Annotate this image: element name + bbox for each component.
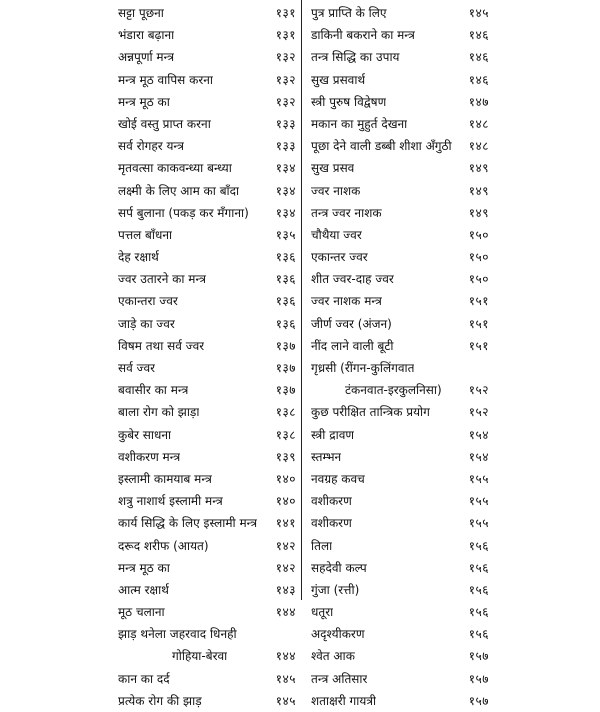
index-entry bbox=[112, 668, 298, 690]
entry-page-number: १४० bbox=[275, 471, 296, 486]
entry-page-number: १४६ bbox=[468, 28, 489, 43]
entry-page-number: १३२ bbox=[275, 50, 296, 65]
entry-page-number: १४८ bbox=[468, 116, 489, 131]
entry-page-number: १४४ bbox=[275, 605, 296, 620]
entry-page-number: १३२ bbox=[275, 72, 296, 87]
index-entry bbox=[112, 202, 298, 224]
index-entry bbox=[305, 645, 491, 667]
entry-title: ज्वर नाशक bbox=[311, 183, 361, 198]
entry-page-number: १३४ bbox=[275, 205, 296, 220]
entry-page-number: १५२ bbox=[468, 383, 489, 397]
index-entry bbox=[305, 446, 491, 468]
entry-title: इस्लामी कामयाब मन्त्र bbox=[118, 471, 212, 486]
entry-title: धतूरा bbox=[311, 605, 334, 620]
index-entry bbox=[305, 24, 491, 46]
index-entry bbox=[112, 46, 298, 68]
entry-page-number: १५६ bbox=[468, 627, 489, 642]
index-entry bbox=[112, 690, 298, 712]
entry-page-number: १३६ bbox=[275, 316, 296, 331]
entry-title: मन्त्र मूठ वापिस करना bbox=[118, 72, 213, 87]
entry-title: कुछ परीक्षित तान्त्रिक प्रयोग bbox=[311, 405, 430, 420]
entry-page-number: १४४ bbox=[275, 649, 296, 664]
entry-title: गुंजा (रत्ती) bbox=[311, 582, 360, 597]
entry-title: बाला रोग को झाड़ा bbox=[118, 405, 200, 420]
index-entry bbox=[112, 69, 298, 91]
index-entry bbox=[305, 46, 491, 68]
index-entry bbox=[305, 313, 491, 335]
entry-page-number: १३६ bbox=[275, 272, 296, 287]
index-entry bbox=[112, 290, 298, 312]
entry-page-number: १५६ bbox=[468, 582, 489, 597]
entry-page-number: १३४ bbox=[275, 161, 296, 176]
entry-page-number: १५६ bbox=[468, 605, 489, 620]
entry-page-number: १५४ bbox=[468, 449, 489, 464]
entry-page-number: १५५ bbox=[468, 494, 489, 509]
entry-title: दरूद शरीफ (आयत) bbox=[118, 538, 209, 553]
entry-page-number: १३७ bbox=[275, 338, 296, 353]
index-entry bbox=[305, 401, 491, 423]
entry-title: कुबेर साधना bbox=[118, 427, 172, 442]
entry-page-number: १४२ bbox=[275, 560, 296, 575]
entry-page-number: १४९ bbox=[468, 205, 489, 220]
entry-page-number: १३२ bbox=[275, 94, 296, 109]
entry-page-number: १४५ bbox=[468, 6, 489, 20]
entry-page-number: १५६ bbox=[468, 538, 489, 553]
entry-page-number: १४० bbox=[275, 494, 296, 509]
entry-page-number: १४५ bbox=[275, 693, 296, 708]
entry-page-number: १४१ bbox=[275, 516, 296, 531]
entry-title: शीत ज्वर-दाह ज्वर bbox=[311, 272, 394, 287]
entry-page-number: १५० bbox=[468, 227, 489, 242]
column-divider bbox=[301, 0, 302, 600]
entry-title: स्तम्भन bbox=[311, 449, 342, 464]
entry-title: कार्य सिद्धि के लिए इस्लामी मन्त्र bbox=[118, 516, 258, 531]
entry-page-number: १४५ bbox=[275, 671, 296, 686]
entry-page-number: १३६ bbox=[275, 294, 296, 309]
entry-title: मूठ चलाना bbox=[118, 605, 165, 620]
entry-title: बवासीर का मन्त्र bbox=[118, 383, 189, 398]
index-entry bbox=[305, 2, 491, 24]
entry-title: तन्त्र ज्वर नाशक bbox=[311, 205, 382, 220]
entry-title: मन्त्र मूठ का bbox=[118, 560, 170, 575]
index-entry bbox=[112, 535, 298, 557]
entry-page-number: १५१ bbox=[468, 338, 489, 353]
entry-title: वशीकरण bbox=[311, 494, 352, 509]
index-entry bbox=[112, 113, 298, 135]
index-entry bbox=[112, 180, 298, 202]
entry-title: खोई वस्तु प्राप्त करना bbox=[118, 116, 211, 131]
entry-title-continuation: गोहिया-बेरवा bbox=[172, 649, 228, 664]
entry-title: आत्म रक्षार्थ bbox=[118, 582, 169, 597]
entry-title: सट्टा पूछना bbox=[118, 6, 164, 20]
index-entry bbox=[305, 424, 491, 446]
entry-title: प्रत्येक रोग की झाड़ bbox=[118, 693, 202, 708]
entry-title: सर्प बुलाना (पकड़ कर मँगाना) bbox=[118, 205, 249, 220]
index-entry bbox=[305, 512, 491, 534]
right-index-column bbox=[305, 2, 491, 712]
index-entry bbox=[112, 468, 298, 490]
index-entry bbox=[112, 246, 298, 268]
entry-page-number: १५१ bbox=[468, 294, 489, 309]
entry-title: वशीकरण मन्त्र bbox=[118, 449, 181, 464]
index-entry bbox=[112, 601, 298, 623]
entry-title: स्त्री पुरुष विद्वेषण bbox=[311, 94, 387, 109]
index-entry bbox=[305, 535, 491, 557]
entry-page-number: १५१ bbox=[468, 316, 489, 331]
entry-page-number: १४६ bbox=[468, 72, 489, 87]
index-entry bbox=[112, 379, 298, 401]
index-entry bbox=[112, 91, 298, 113]
entry-title: ज्वर नाशक मन्त्र bbox=[311, 294, 382, 309]
entry-title: भंडारा बढ़ाना bbox=[118, 28, 175, 43]
index-entry bbox=[305, 557, 491, 579]
index-entry bbox=[112, 335, 298, 357]
entry-page-number: १४२ bbox=[275, 538, 296, 553]
index-entry bbox=[305, 113, 491, 135]
index-entry bbox=[112, 557, 298, 579]
index-entry bbox=[112, 313, 298, 335]
entry-title: जाड़े का ज्वर bbox=[118, 316, 175, 331]
entry-title: ज्वर उतारने का मन्त्र bbox=[118, 272, 207, 287]
entry-title: एकान्तरा ज्वर bbox=[118, 294, 178, 309]
entry-title: गृध्रसी (रींगन-कुलिंगवात bbox=[311, 361, 415, 375]
entry-page-number: १४३ bbox=[275, 582, 296, 597]
entry-page-number: १५० bbox=[468, 250, 489, 265]
entry-title: पुत्र प्राप्ति के लिए bbox=[311, 6, 387, 20]
entry-page-number: १३१ bbox=[275, 28, 296, 43]
entry-title: डाकिनी बकराने का मन्त्र bbox=[311, 28, 415, 43]
entry-page-number: १३३ bbox=[275, 139, 296, 154]
index-entry bbox=[305, 157, 491, 179]
entry-page-number: १५० bbox=[468, 272, 489, 287]
index-entry bbox=[305, 335, 491, 357]
entry-page-number: १३१ bbox=[275, 6, 296, 20]
left-index-column bbox=[112, 2, 298, 712]
index-entry bbox=[112, 424, 298, 446]
entry-page-number: १४६ bbox=[468, 50, 489, 65]
entry-page-number: १५७ bbox=[468, 671, 489, 686]
entry-title: नींद लाने वाली बूटी bbox=[311, 338, 394, 353]
index-entry bbox=[112, 579, 298, 601]
index-entry bbox=[305, 290, 491, 312]
entry-title: तन्त्र सिद्धि का उपाय bbox=[311, 50, 400, 65]
entry-page-number: १३६ bbox=[275, 250, 296, 265]
index-entry bbox=[305, 69, 491, 91]
entry-title: सुख प्रसवार्थ bbox=[311, 72, 366, 87]
index-entry bbox=[112, 224, 298, 246]
entry-page-number: १५४ bbox=[468, 427, 489, 442]
index-entry bbox=[305, 91, 491, 113]
entry-title: मकान का मुहुर्त देखना bbox=[311, 116, 408, 131]
entry-title: सर्व ज्वर bbox=[118, 361, 156, 375]
entry-title: स्त्री द्रावण bbox=[311, 427, 355, 442]
index-entry bbox=[112, 268, 298, 290]
index-entry bbox=[305, 224, 491, 246]
index-entry bbox=[305, 623, 491, 645]
entry-page-number: १५६ bbox=[468, 560, 489, 575]
entry-title: पत्तल बाँधना bbox=[118, 227, 173, 242]
entry-page-number: १४८ bbox=[468, 139, 489, 154]
entry-page-number: १५२ bbox=[468, 405, 489, 420]
index-entry bbox=[305, 468, 491, 490]
entry-title: वशीकरण bbox=[311, 516, 352, 531]
index-entry bbox=[305, 202, 491, 224]
index-entry bbox=[305, 668, 491, 690]
entry-page-number: १५५ bbox=[468, 471, 489, 486]
index-entry bbox=[305, 268, 491, 290]
index-entry bbox=[112, 401, 298, 423]
index-entry bbox=[305, 135, 491, 157]
index-entry bbox=[112, 24, 298, 46]
index-entry bbox=[305, 490, 491, 512]
entry-title: मन्त्र मूठ का bbox=[118, 94, 170, 109]
index-entry bbox=[305, 601, 491, 623]
entry-page-number: १५७ bbox=[468, 693, 489, 708]
entry-title: सुख प्रसव bbox=[311, 161, 355, 176]
index-entry bbox=[305, 180, 491, 202]
entry-title: एकान्तर ज्वर bbox=[311, 250, 368, 265]
entry-title: झाड़ थनेला जहरवाद धिनही bbox=[118, 627, 237, 642]
entry-page-number: १४९ bbox=[468, 161, 489, 176]
entry-page-number: १३७ bbox=[275, 361, 296, 375]
entry-page-number: १४९ bbox=[468, 183, 489, 198]
entry-title: कान का दर्द bbox=[118, 671, 170, 686]
index-entry bbox=[112, 512, 298, 534]
index-entry bbox=[112, 490, 298, 512]
entry-title: जीर्ण ज्वर (अंजन) bbox=[311, 316, 392, 331]
entry-title: शताक्षरी गायत्री bbox=[311, 693, 377, 708]
entry-title: लक्ष्मी के लिए आम का बाँदा bbox=[118, 183, 240, 198]
entry-title: तन्त्र अतिसार bbox=[311, 671, 368, 686]
entry-page-number: १३७ bbox=[275, 383, 296, 398]
index-entry bbox=[112, 2, 298, 24]
entry-page-number: १४७ bbox=[468, 94, 489, 109]
entry-title: देह रक्षार्थ bbox=[118, 250, 159, 265]
index-entry bbox=[305, 579, 491, 601]
entry-page-number: १३९ bbox=[275, 449, 296, 464]
entry-title: तिला bbox=[311, 538, 333, 553]
entry-title: नवग्रह कवच bbox=[311, 471, 365, 486]
entry-page-number: १५७ bbox=[468, 649, 489, 664]
entry-page-number: १३८ bbox=[275, 427, 296, 442]
entry-title-continuation: टंकनवात-इरकुलनिसा) bbox=[345, 383, 442, 397]
index-entry bbox=[305, 357, 491, 401]
entry-title: अदृश्यीकरण bbox=[311, 627, 365, 642]
index-entry bbox=[305, 690, 491, 712]
entry-title: चौथैया ज्वर bbox=[311, 227, 362, 242]
entry-title: पूछा देने वाली डब्बी शीशा अँगुठी bbox=[311, 139, 452, 154]
entry-page-number: १३५ bbox=[275, 227, 296, 242]
index-entry bbox=[112, 623, 298, 667]
entry-title: सहदेवी कल्प bbox=[311, 560, 367, 575]
entry-title: श्वेत आक bbox=[311, 649, 355, 664]
entry-page-number: १३८ bbox=[275, 405, 296, 420]
entry-title: सर्व रोगहर यन्त्र bbox=[118, 139, 184, 154]
index-entry bbox=[305, 246, 491, 268]
entry-page-number: १५५ bbox=[468, 516, 489, 531]
index-entry bbox=[112, 157, 298, 179]
entry-title: मृतवत्सा काकवन्ध्या बन्ध्या bbox=[118, 161, 232, 176]
index-entry bbox=[112, 357, 298, 379]
entry-title: अन्नपूर्णा मन्त्र bbox=[118, 50, 175, 65]
index-entry bbox=[112, 446, 298, 468]
entry-page-number: १३३ bbox=[275, 116, 296, 131]
index-entry bbox=[112, 135, 298, 157]
entry-title: शत्रु नाशार्थ इस्लामी मन्त्र bbox=[118, 494, 223, 509]
entry-title: विषम तथा सर्व ज्वर bbox=[118, 338, 205, 353]
entry-page-number: १३४ bbox=[275, 183, 296, 198]
